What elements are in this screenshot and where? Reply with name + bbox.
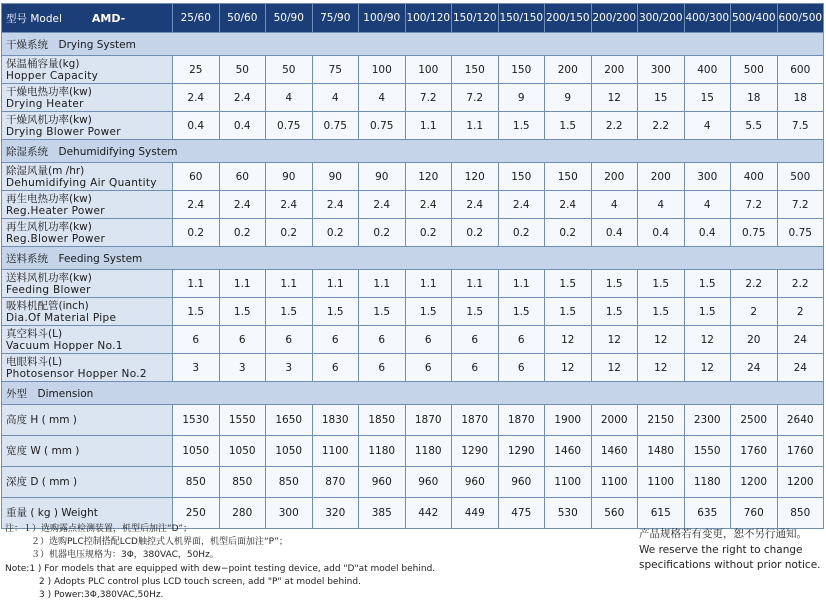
model-header-9: 200/200 <box>591 4 638 33</box>
value-cell: 6 <box>173 326 220 354</box>
value-cell: 2 <box>731 298 778 326</box>
row-label-cn: 宽度 W ( mm ) <box>6 445 80 457</box>
value-cell: 2 <box>777 298 824 326</box>
value-cell: 2.4 <box>359 191 406 219</box>
value-cell: 850 <box>777 498 824 529</box>
value-cell: 1870 <box>452 405 499 436</box>
value-cell: 1.5 <box>498 298 545 326</box>
value-cell: 4 <box>591 191 638 219</box>
value-cell: 1.5 <box>591 270 638 298</box>
value-cell: 6 <box>266 326 313 354</box>
value-cell: 60 <box>173 163 220 191</box>
value-cell: 2.2 <box>591 112 638 140</box>
value-cell: 50 <box>266 56 313 84</box>
section-title: 干燥系统 Drying System <box>2 33 824 56</box>
value-cell: 1.1 <box>405 112 452 140</box>
value-cell: 9 <box>498 84 545 112</box>
value-cell: 7.2 <box>405 84 452 112</box>
value-cell: 200 <box>591 56 638 84</box>
table-row <box>2 270 824 298</box>
note-en-3: 3 ) Power:3Φ,380VAC,50Hz. <box>39 590 164 601</box>
section-title: 送料系统 Feeding System <box>2 247 824 270</box>
table-row <box>2 191 824 219</box>
model-header-13: 600/500 <box>777 4 824 33</box>
value-cell: 1100 <box>312 436 359 467</box>
model-header-10: 300/200 <box>638 4 685 33</box>
value-cell: 3 <box>219 354 266 382</box>
row-label <box>2 163 173 191</box>
row-label <box>2 436 173 467</box>
value-cell: 6 <box>359 326 406 354</box>
table-row <box>2 219 824 247</box>
value-cell: 1760 <box>777 436 824 467</box>
value-cell: 200 <box>591 163 638 191</box>
value-cell: 0.2 <box>545 219 592 247</box>
value-cell: 1.5 <box>498 112 545 140</box>
value-cell: 150 <box>545 163 592 191</box>
table-row <box>2 298 824 326</box>
value-cell: 1.1 <box>219 270 266 298</box>
section-row <box>2 382 824 405</box>
value-cell: 24 <box>777 326 824 354</box>
value-cell: 1.5 <box>684 298 731 326</box>
value-cell: 1.5 <box>591 298 638 326</box>
value-cell: 0.2 <box>498 219 545 247</box>
value-cell: 1.5 <box>359 298 406 326</box>
value-cell: 12 <box>591 84 638 112</box>
value-cell: 1290 <box>452 436 499 467</box>
value-cell: 870 <box>312 467 359 498</box>
value-cell: 0.4 <box>684 219 731 247</box>
value-cell: 500 <box>731 56 778 84</box>
value-cell: 1.1 <box>405 270 452 298</box>
model-header-7: 150/150 <box>498 4 545 33</box>
value-cell: 960 <box>405 467 452 498</box>
value-cell: 5.5 <box>731 112 778 140</box>
row-label-en: Reg.Heater Power <box>6 204 105 217</box>
value-cell: 7.2 <box>777 191 824 219</box>
table-row <box>2 56 824 84</box>
row-label-cn: 干燥风机功率(kw) <box>6 113 92 126</box>
value-cell: 1.1 <box>266 270 313 298</box>
table-row <box>2 112 824 140</box>
value-cell: 15 <box>638 84 685 112</box>
value-cell: 0.4 <box>638 219 685 247</box>
value-cell: 1480 <box>638 436 685 467</box>
value-cell: 850 <box>173 467 220 498</box>
value-cell: 1.5 <box>545 270 592 298</box>
value-cell: 1.1 <box>312 270 359 298</box>
row-label <box>2 219 173 247</box>
value-cell: 2.4 <box>545 191 592 219</box>
note-en-2: 2 ) Adopts PLC control plus LCD touch screen, add "P" at model behind. <box>39 576 361 587</box>
value-cell: 530 <box>545 498 592 529</box>
value-cell: 20 <box>731 326 778 354</box>
value-cell: 2640 <box>777 405 824 436</box>
value-cell: 3 <box>173 354 220 382</box>
value-cell: 6 <box>405 354 452 382</box>
value-cell: 0.75 <box>777 219 824 247</box>
model-header-0: 25/60 <box>173 4 220 33</box>
model-header-2: 50/90 <box>266 4 313 33</box>
value-cell: 2150 <box>638 405 685 436</box>
value-cell: 560 <box>591 498 638 529</box>
table-row <box>2 354 824 382</box>
row-label-cn: 再生电热功率(kw) <box>6 192 92 205</box>
value-cell: 7.2 <box>452 84 499 112</box>
value-cell: 960 <box>498 467 545 498</box>
table-row <box>2 163 824 191</box>
value-cell: 90 <box>266 163 313 191</box>
value-cell: 2.4 <box>173 191 220 219</box>
value-cell: 6 <box>498 326 545 354</box>
value-cell: 2300 <box>684 405 731 436</box>
row-label-cn: 保温桶容量(kg) <box>6 57 80 70</box>
value-cell: 0.2 <box>173 219 220 247</box>
value-cell: 18 <box>777 84 824 112</box>
notes <box>5 523 435 602</box>
row-label-en: Drying Blower Power <box>6 125 121 138</box>
row-label <box>2 405 173 436</box>
value-cell: 1530 <box>173 405 220 436</box>
value-cell: 1.1 <box>452 112 499 140</box>
value-cell: 120 <box>452 163 499 191</box>
value-cell: 6 <box>312 354 359 382</box>
value-cell: 0.4 <box>173 112 220 140</box>
value-cell: 850 <box>219 467 266 498</box>
value-cell: 1.1 <box>498 270 545 298</box>
value-cell: 1850 <box>359 405 406 436</box>
value-cell: 0.2 <box>312 219 359 247</box>
value-cell: 100 <box>405 56 452 84</box>
value-cell: 300 <box>266 498 313 529</box>
model-prefix: AMD- <box>91 11 126 25</box>
model-header-3: 75/90 <box>312 4 359 33</box>
value-cell: 6 <box>405 326 452 354</box>
value-cell: 1050 <box>266 436 313 467</box>
value-cell: 6 <box>498 354 545 382</box>
value-cell: 18 <box>731 84 778 112</box>
value-cell: 1.5 <box>452 298 499 326</box>
value-cell: 2.4 <box>452 191 499 219</box>
value-cell: 6 <box>219 326 266 354</box>
value-cell: 635 <box>684 498 731 529</box>
value-cell: 0.4 <box>591 219 638 247</box>
spec-body <box>2 33 824 529</box>
value-cell: 24 <box>777 354 824 382</box>
value-cell: 1830 <box>312 405 359 436</box>
value-cell: 2.4 <box>173 84 220 112</box>
row-label-en: Feeding Blower <box>6 283 91 296</box>
row-label-en: Dia.Of Material Pipe <box>6 311 117 324</box>
model-header-8: 200/150 <box>545 4 592 33</box>
value-cell: 320 <box>312 498 359 529</box>
disclaimer <box>639 527 821 574</box>
row-label <box>2 354 173 382</box>
value-cell: 100 <box>359 56 406 84</box>
value-cell: 0.2 <box>219 219 266 247</box>
row-label-cn: 重量 ( kg ) Weight <box>6 507 98 519</box>
value-cell: 1180 <box>405 436 452 467</box>
table-row <box>2 436 824 467</box>
value-cell: 24 <box>731 354 778 382</box>
value-cell: 1100 <box>591 467 638 498</box>
table-row <box>2 467 824 498</box>
value-cell: 0.75 <box>266 112 313 140</box>
value-cell: 250 <box>173 498 220 529</box>
value-cell: 760 <box>731 498 778 529</box>
table-row <box>2 84 824 112</box>
model-header-cell <box>2 4 173 33</box>
model-header-6: 150/120 <box>452 4 499 33</box>
value-cell: 90 <box>359 163 406 191</box>
section-row <box>2 140 824 163</box>
value-cell: 2.4 <box>498 191 545 219</box>
value-cell: 0.75 <box>312 112 359 140</box>
row-label-cn: 深度 D ( mm ) <box>6 476 78 488</box>
value-cell: 1900 <box>545 405 592 436</box>
value-cell: 4 <box>359 84 406 112</box>
value-cell: 60 <box>219 163 266 191</box>
value-cell: 0.2 <box>266 219 313 247</box>
value-cell: 1760 <box>731 436 778 467</box>
value-cell: 1550 <box>684 436 731 467</box>
note-cn-1: 注：１）选购露点检测装置，机型后加注“D”； <box>5 524 193 534</box>
value-cell: 0.2 <box>359 219 406 247</box>
table-row <box>2 405 824 436</box>
value-cell: 12 <box>638 326 685 354</box>
value-cell: 12 <box>684 354 731 382</box>
value-cell: 1.5 <box>545 112 592 140</box>
value-cell: 150 <box>498 56 545 84</box>
value-cell: 1050 <box>173 436 220 467</box>
row-label-cn: 高度 H ( mm ) <box>6 414 77 426</box>
value-cell: 1100 <box>545 467 592 498</box>
value-cell: 6 <box>359 354 406 382</box>
value-cell: 12 <box>638 354 685 382</box>
value-cell: 1.1 <box>452 270 499 298</box>
row-label-en: Drying Heater <box>6 97 84 110</box>
row-label-cn: 吸料机配管(inch) <box>6 299 89 312</box>
value-cell: 960 <box>452 467 499 498</box>
model-header-11: 400/300 <box>684 4 731 33</box>
model-header-12: 500/400 <box>731 4 778 33</box>
value-cell: 1.1 <box>173 270 220 298</box>
value-cell: 1.5 <box>312 298 359 326</box>
value-cell: 1050 <box>219 436 266 467</box>
value-cell: 1290 <box>498 436 545 467</box>
value-cell: 500 <box>777 163 824 191</box>
model-header-5: 100/120 <box>405 4 452 33</box>
value-cell: 1200 <box>777 467 824 498</box>
value-cell: 90 <box>312 163 359 191</box>
row-label-en: Photosensor Hopper No.2 <box>6 367 147 380</box>
value-cell: 1.5 <box>638 270 685 298</box>
value-cell: 200 <box>545 56 592 84</box>
disclaimer-cn: 产品规格若有变更，恕不另行通知。 <box>639 528 807 540</box>
note-cn-3: ３）机器电压规格为：3Φ，380VAC，50Hz。 <box>31 550 219 561</box>
value-cell: 7.2 <box>731 191 778 219</box>
value-cell: 12 <box>545 354 592 382</box>
disclaimer-en-1: We reserve the right to change <box>639 543 803 556</box>
value-cell: 2500 <box>731 405 778 436</box>
header-row <box>2 4 824 33</box>
value-cell: 1.5 <box>545 298 592 326</box>
row-label <box>2 112 173 140</box>
section-title: 除湿系统 Dehumidifying System <box>2 140 824 163</box>
value-cell: 1870 <box>498 405 545 436</box>
row-label-en: Dehumidifying Air Quantity <box>6 176 157 189</box>
value-cell: 385 <box>359 498 406 529</box>
value-cell: 300 <box>684 163 731 191</box>
value-cell: 0.75 <box>731 219 778 247</box>
value-cell: 1.5 <box>173 298 220 326</box>
value-cell: 150 <box>452 56 499 84</box>
value-cell: 1460 <box>545 436 592 467</box>
section-title: 外型 Dimension <box>2 382 824 405</box>
value-cell: 1650 <box>266 405 313 436</box>
row-label <box>2 326 173 354</box>
value-cell: 1460 <box>591 436 638 467</box>
note-en-1: Note:1 ) For models that are equipped with dew−point testing device, add "D"at model behind. <box>5 563 436 574</box>
value-cell: 12 <box>591 354 638 382</box>
value-cell: 1.5 <box>638 298 685 326</box>
value-cell: 960 <box>359 467 406 498</box>
value-cell: 2.4 <box>312 191 359 219</box>
row-label-cn: 电眼料斗(L) <box>6 355 63 368</box>
value-cell: 449 <box>452 498 499 529</box>
value-cell: 4 <box>684 112 731 140</box>
value-cell: 4 <box>684 191 731 219</box>
row-label <box>2 84 173 112</box>
row-label-en: Vacuum Hopper No.1 <box>6 339 123 352</box>
value-cell: 15 <box>684 84 731 112</box>
table-row <box>2 326 824 354</box>
value-cell: 12 <box>545 326 592 354</box>
value-cell: 120 <box>405 163 452 191</box>
value-cell: 1180 <box>359 436 406 467</box>
value-cell: 475 <box>498 498 545 529</box>
value-cell: 75 <box>312 56 359 84</box>
row-label-cn: 送料风机功率(kw) <box>6 271 92 284</box>
model-label: 型号 Model <box>6 12 62 25</box>
row-label <box>2 298 173 326</box>
value-cell: 1.5 <box>684 270 731 298</box>
value-cell: 6 <box>312 326 359 354</box>
value-cell: 1100 <box>638 467 685 498</box>
section-row <box>2 247 824 270</box>
spec-table <box>1 3 824 529</box>
disclaimer-en-2: specifications without prior notice. <box>639 559 821 571</box>
value-cell: 1870 <box>405 405 452 436</box>
value-cell: 400 <box>684 56 731 84</box>
note-cn-2: ２）选购PLC控制搭配LCD触控式人机界面，机型后面加注“P”； <box>31 537 288 548</box>
value-cell: 4 <box>312 84 359 112</box>
value-cell: 4 <box>266 84 313 112</box>
value-cell: 0.75 <box>359 112 406 140</box>
value-cell: 6 <box>452 354 499 382</box>
value-cell: 2.4 <box>266 191 313 219</box>
value-cell: 1.5 <box>219 298 266 326</box>
row-label-cn: 再生风机功率(kw) <box>6 220 92 233</box>
value-cell: 150 <box>498 163 545 191</box>
value-cell: 2.4 <box>219 84 266 112</box>
value-cell: 50 <box>219 56 266 84</box>
model-header-4: 100/90 <box>359 4 406 33</box>
row-label-en: Reg.Blower Power <box>6 232 106 245</box>
row-label-cn: 真空料斗(L) <box>6 327 63 340</box>
value-cell: 12 <box>684 326 731 354</box>
value-cell: 12 <box>591 326 638 354</box>
row-label <box>2 191 173 219</box>
value-cell: 300 <box>638 56 685 84</box>
value-cell: 6 <box>452 326 499 354</box>
value-cell: 2.4 <box>219 191 266 219</box>
row-label <box>2 467 173 498</box>
row-label <box>2 270 173 298</box>
value-cell: 850 <box>266 467 313 498</box>
value-cell: 200 <box>638 163 685 191</box>
section-row <box>2 33 824 56</box>
value-cell: 4 <box>638 191 685 219</box>
value-cell: 1550 <box>219 405 266 436</box>
value-cell: 1.5 <box>405 298 452 326</box>
model-header-1: 50/60 <box>219 4 266 33</box>
value-cell: 2.2 <box>777 270 824 298</box>
value-cell: 1180 <box>684 467 731 498</box>
value-cell: 0.2 <box>452 219 499 247</box>
value-cell: 280 <box>219 498 266 529</box>
value-cell: 0.2 <box>405 219 452 247</box>
value-cell: 1.1 <box>359 270 406 298</box>
value-cell: 2.2 <box>731 270 778 298</box>
value-cell: 1.5 <box>266 298 313 326</box>
row-label-en: Hopper Capacity <box>6 69 99 82</box>
value-cell: 1200 <box>731 467 778 498</box>
row-label-cn: 除湿风量(m /hr) <box>6 164 85 177</box>
value-cell: 0.4 <box>219 112 266 140</box>
value-cell: 2.4 <box>405 191 452 219</box>
value-cell: 3 <box>266 354 313 382</box>
row-label-cn: 干燥电热功率(kw) <box>6 85 92 98</box>
value-cell: 9 <box>545 84 592 112</box>
row-label <box>2 56 173 84</box>
value-cell: 615 <box>638 498 685 529</box>
value-cell: 600 <box>777 56 824 84</box>
value-cell: 7.5 <box>777 112 824 140</box>
value-cell: 2000 <box>591 405 638 436</box>
value-cell: 442 <box>405 498 452 529</box>
value-cell: 400 <box>731 163 778 191</box>
value-cell: 25 <box>173 56 220 84</box>
value-cell: 2.2 <box>638 112 685 140</box>
